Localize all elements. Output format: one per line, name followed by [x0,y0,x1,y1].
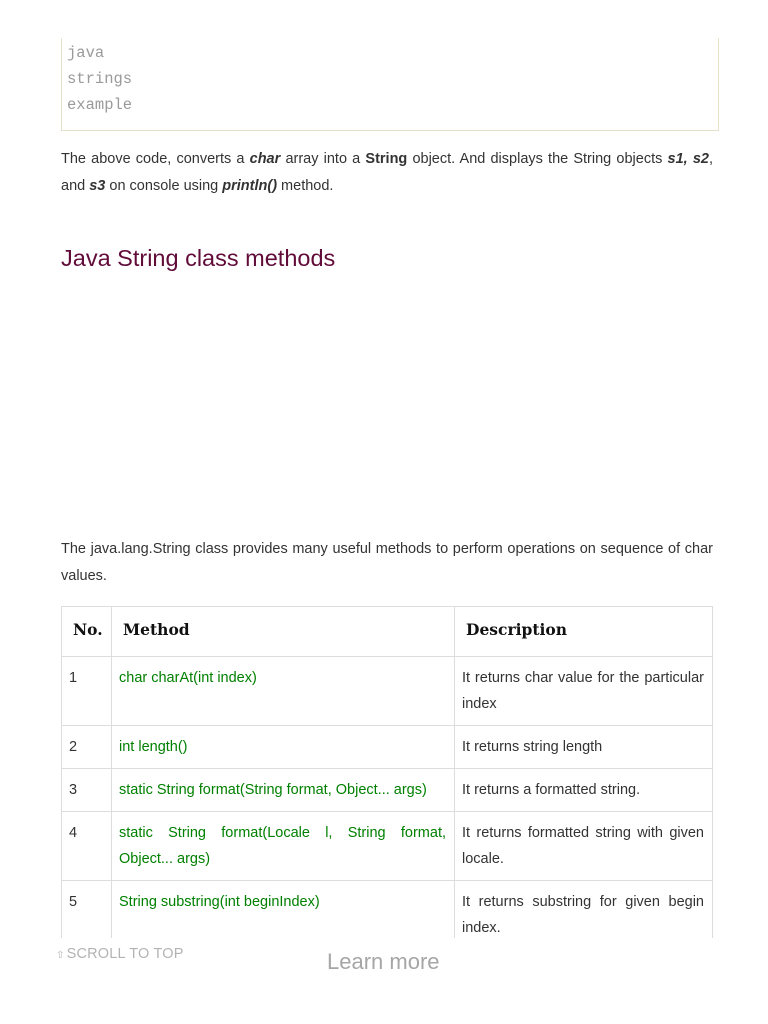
learn-more-link[interactable]: Learn more [327,949,440,974]
header-method: Method [112,607,455,657]
intro-text: on console using [105,178,223,194]
table-row [62,812,713,881]
table-row [62,726,713,769]
intro-emphasis: char [249,151,281,167]
code-line: example [67,96,133,114]
intro-strong: String [365,151,408,167]
intro-text: The above code, converts a [61,151,250,167]
method-description: It returns char value for the particular index [455,657,713,726]
arrow-up-icon: ⇧ [56,950,65,961]
methods-table [61,606,713,950]
method-description: It returns formatted string with given locale. [455,812,713,881]
intro-paragraph [61,146,713,200]
header-no: No. [62,607,112,657]
method-description: It returns substring for given begin index. [455,881,713,950]
row-number: 2 [62,726,112,769]
intro-text: object. And displays the String objects [407,151,668,167]
method-link[interactable]: int length() [112,726,455,769]
row-number: 3 [62,769,112,812]
method-link[interactable]: static String format(String format, Object... args) [112,769,455,812]
intro-text: method. [277,178,334,194]
table-row [62,769,713,812]
row-number: 5 [62,881,112,950]
row-number: 4 [62,812,112,881]
row-number: 1 [62,657,112,726]
code-line: java [67,44,105,62]
method-link[interactable]: String substring(int beginIndex) [112,881,455,950]
table-row [62,657,713,726]
section-heading: Java String class methods [61,244,336,271]
code-line: strings [67,70,133,88]
scroll-to-top-button[interactable] [56,946,184,962]
methods-paragraph: The java.lang.String class provides many useful methods to perform operations on sequence of char values. [61,541,713,584]
intro-text: , and [61,151,713,194]
intro-emphasis: s3 [89,178,106,194]
header-description: Description [455,607,713,657]
intro-text: array into a [280,151,366,167]
method-link[interactable]: static String format(Locale l, String format, Object... args) [112,812,455,881]
method-description: It returns string length [455,726,713,769]
code-output-box [61,38,719,131]
table-header-row [62,607,713,657]
method-link[interactable]: char charAt(int index) [112,657,455,726]
intro-emphasis: println() [222,178,278,194]
method-description: It returns a formatted string. [455,769,713,812]
scroll-to-top-label: SCROLL TO TOP [66,946,184,962]
intro-emphasis: s1, s2 [667,151,709,167]
